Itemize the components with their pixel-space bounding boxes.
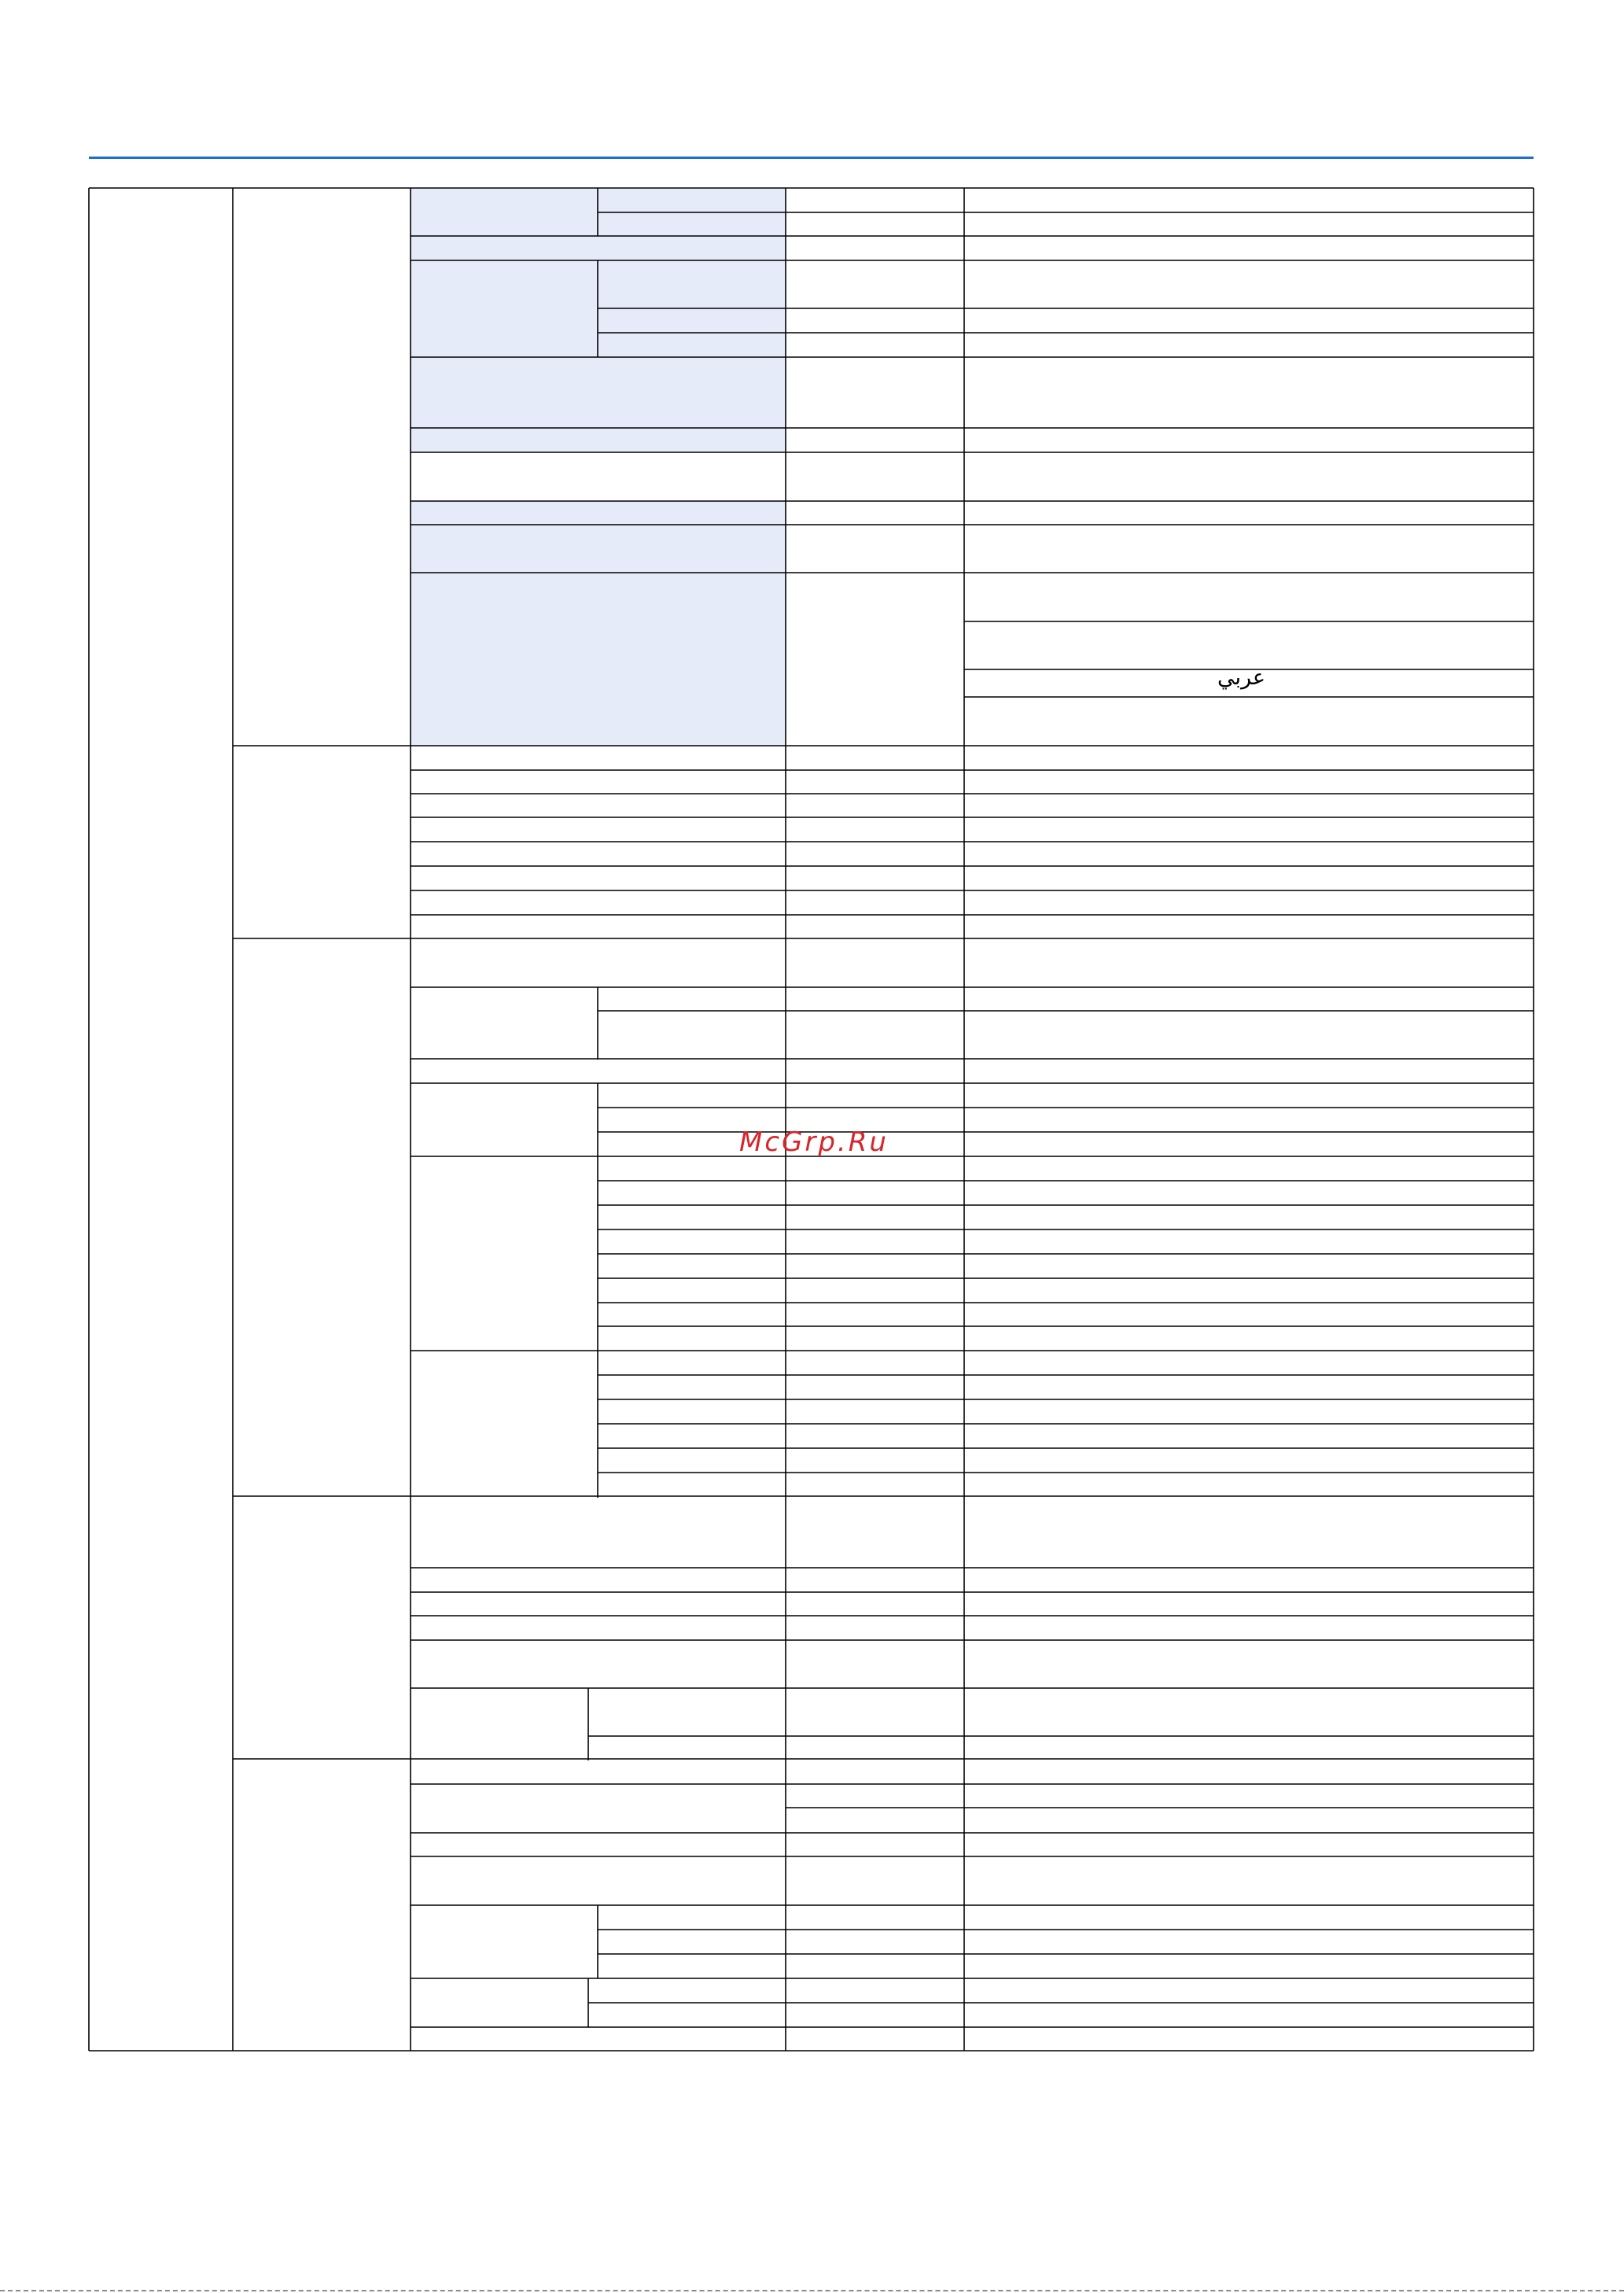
shaded-cell [411, 236, 786, 260]
shaded-cell [411, 428, 786, 452]
shaded-cell [411, 357, 786, 428]
language-cell-arabic: عربي [1217, 665, 1266, 690]
shaded-cell [411, 501, 786, 525]
footer-divider [0, 2290, 1624, 2291]
watermark: McGrp.Ru [739, 1126, 889, 1158]
shaded-cell [411, 525, 786, 573]
shaded-cell [411, 573, 786, 746]
